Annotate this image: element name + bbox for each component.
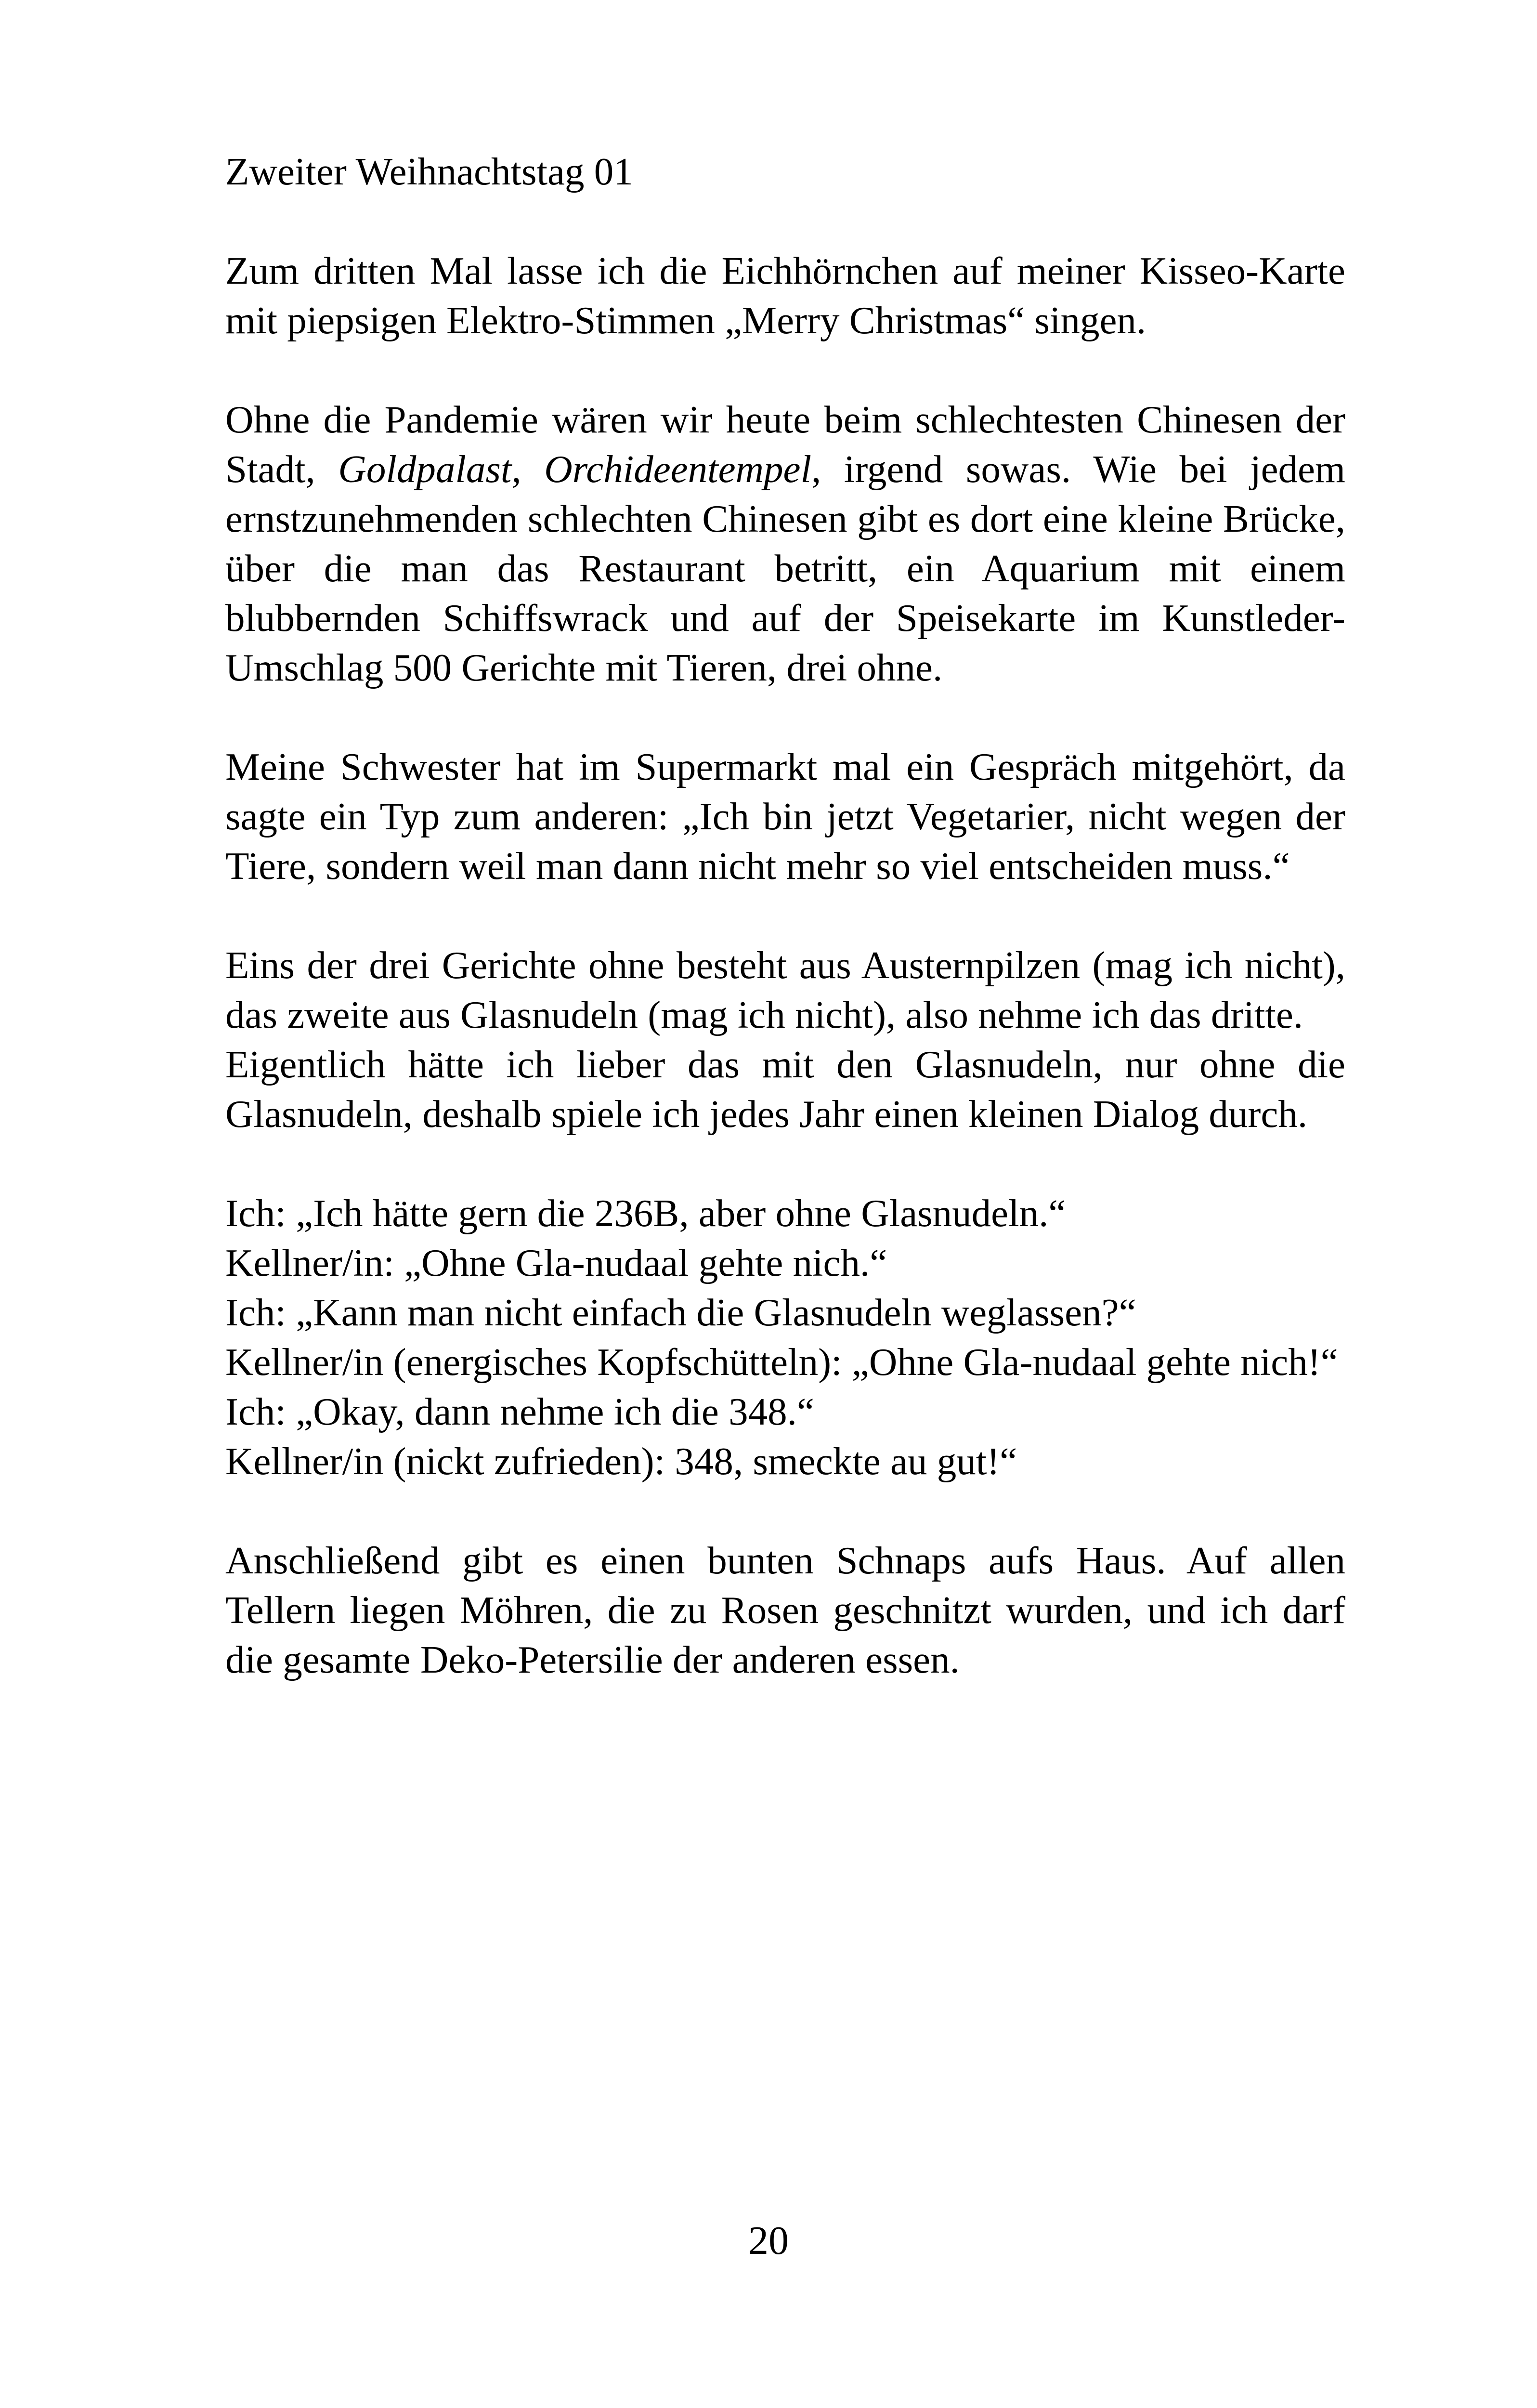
chapter-heading: Zweiter Weihnachtstag 01	[225, 150, 633, 193]
dialog-line: Ich: „Kann man nicht einfach die Glasnudeln weglassen?“	[225, 1291, 1136, 1334]
paragraph-3: Meine Schwester hat im Supermarkt mal ein Gespräch mitgehört, da sagte ein Typ zum anderen: „Ich bin jetzt Vegetarier, nicht wegen der Tiere, sondern weil man dann nicht mehr so viel entscheiden muss.“	[225, 745, 1345, 888]
paragraph-5: Eigentlich hätte ich lieber das mit den Glasnudeln, nur ohne die Glasnudeln, deshalb spiele ich jedes Jahr einen kleinen Dialog durch.	[225, 1043, 1345, 1136]
restaurant-name-goldpalast: Goldpalast	[338, 447, 512, 491]
paragraph-1: Zum dritten Mal lasse ich die Eichhörnchen auf meiner Kisseo-Karte mit piepsigen Elektro-Stimmen „Merry Christmas“ singen.	[225, 249, 1345, 342]
page-number: 20	[748, 2218, 789, 2263]
paragraph-2-text-before: Ohne die Pandemie wären wir heute beim schlechtesten Chinesen der Stadt,	[225, 398, 1345, 491]
paragraph-2-separator: ,	[511, 447, 545, 491]
dialog-line: Ich: „Okay, dann nehme ich die 348.“	[225, 1390, 814, 1433]
paragraph-4: Eins der drei Gerichte ohne besteht aus Austernpilzen (mag ich nicht), das zweite aus Glasnudeln (mag ich nicht), also nehme ich das dritte.	[225, 943, 1345, 1036]
dialog-line: Kellner/in: „Ohne Gla-nudaal gehte nich.“	[225, 1241, 887, 1284]
paragraph-2-text-after: , irgend sowas. Wie bei jedem ernstzunehmenden schlechten Chinesen gibt es dort eine kleine Brücke, über die man das Restaurant betritt, ein Aquarium mit einem blubbernden Schiffswrack und auf der Speisekarte im Kunstleder-Umschlag 500 Gerichte mit Tieren, drei ohne.	[225, 447, 1346, 689]
dialog-line: Ich: „Ich hätte gern die 236B, aber ohne Glasnudeln.“	[225, 1191, 1066, 1235]
dialog-line: Kellner/in (energisches Kopfschütteln): „Ohne Gla-nudaal gehte nich!“	[225, 1340, 1338, 1384]
dialog-block	[225, 1189, 1345, 1486]
dialog-line: Kellner/in (nickt zufrieden): 348, smeckte au gut!“	[225, 1440, 1017, 1483]
paragraph-2	[225, 395, 1345, 693]
page-body	[225, 147, 1345, 1685]
restaurant-name-orchideentempel: Orchideentempel	[544, 447, 812, 491]
paragraph-6: Anschließend gibt es einen bunten Schnaps aufs Haus. Auf allen Tellern liegen Möhren, die zu Rosen geschnitzt wurden, und ich darf die gesamte Deko-Petersilie der anderen essen.	[225, 1539, 1345, 1681]
